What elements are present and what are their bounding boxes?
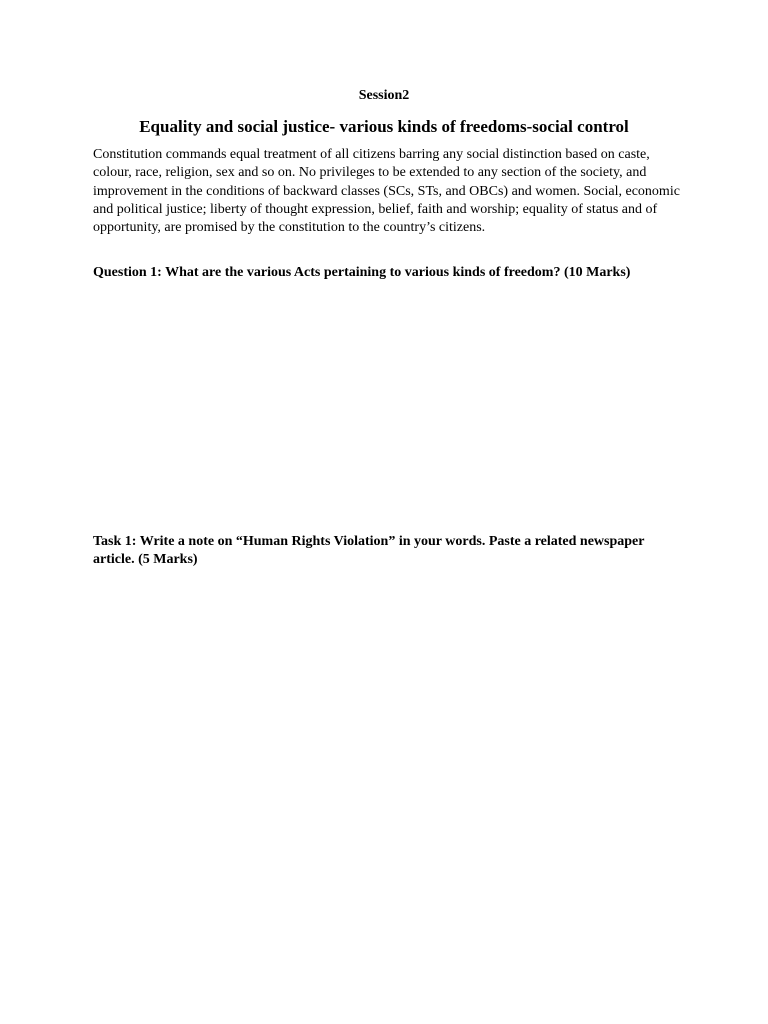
task-1: Task 1: Write a note on “Human Rights Violation” in your words. Paste a related newspaper article. (5 Marks) bbox=[93, 534, 645, 568]
question-1: Question 1: What are the various Acts pertaining to various kinds of freedom? (10 Marks) bbox=[93, 265, 631, 280]
document-title: Equality and social justice- various kinds of freedoms-social control bbox=[139, 117, 629, 136]
session-heading: Session2 bbox=[358, 88, 410, 103]
intro-paragraph: Constitution commands equal treatment of all citizens barring any social distinction based on caste, colour, race, religion, sex and so on. No privileges to be extended to any section of the society, and improvement in the conditions of backward classes (SCs, STs, and OBCs) and women. Social, economic and political justice; liberty of thought expression, belief, faith and worship; equality of status and of opportunity, are promised by the constitution to the country’s citizens. bbox=[93, 147, 680, 236]
